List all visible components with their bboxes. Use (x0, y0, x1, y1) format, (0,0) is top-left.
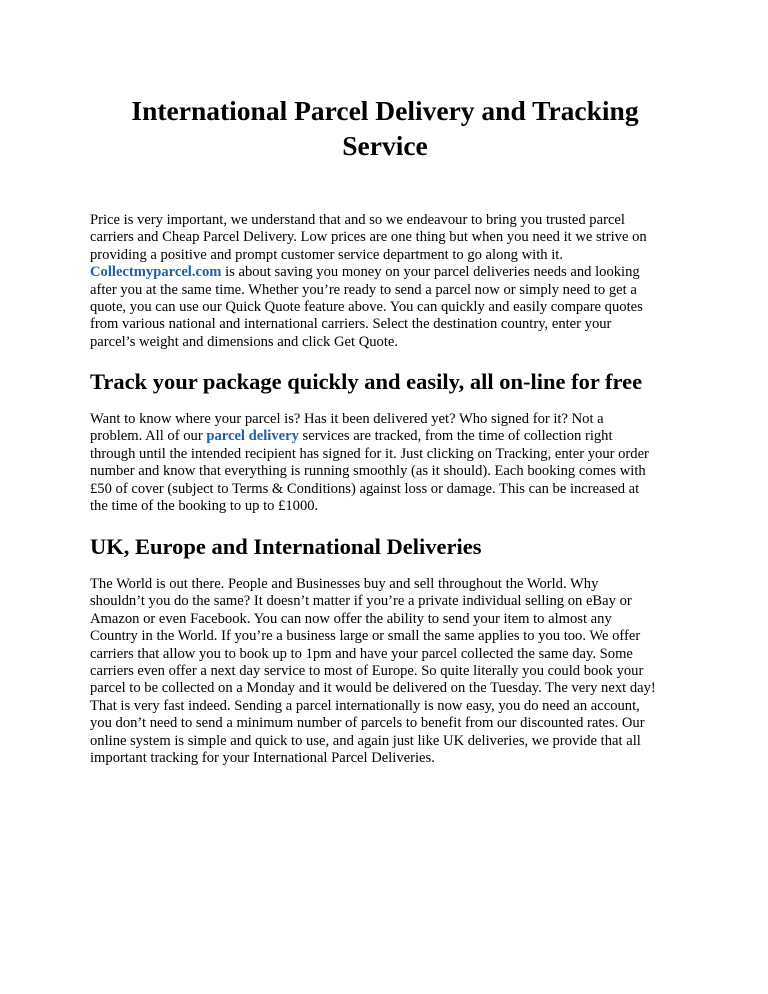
intl-line: Country in the World. If you’re a business large or small the same applies to you too. We offer (90, 628, 641, 645)
intro-line (90, 264, 690, 281)
page-title-line-1: International Parcel Delivery and Tracking (131, 95, 639, 126)
track-line: number and know that everything is running smoothly (as it should). Each booking comes with (90, 463, 646, 480)
collectmyparcel-link[interactable]: Collectmyparcel.com (90, 264, 222, 281)
track-line (90, 428, 690, 445)
intl-line: carriers that allow you to book up to 1pm and have your parcel collected the same day. Some (90, 645, 633, 662)
track-paragraph (90, 411, 690, 515)
track-line-text: services are tracked, from the time of collection right (298, 428, 613, 445)
intl-section-heading: UK, Europe and International Deliveries (90, 534, 482, 559)
intl-line: The World is out there. People and Businesses buy and sell throughout the World. Why (90, 576, 599, 592)
track-line: £50 of cover (subject to Terms & Conditions) against loss or damage. This can be increased at (90, 480, 640, 497)
track-section-heading: Track your package quickly and easily, all on-line for free (90, 369, 643, 394)
intro-line: from various national and international carriers. Select the destination country, enter your (90, 316, 612, 333)
intl-line: important tracking for your International Parcel Deliveries. (90, 750, 435, 767)
intro-line: carriers and Cheap Parcel Delivery. Low prices are one thing but when you need it we strive on (90, 229, 647, 246)
track-line: Want to know where your parcel is? Has it been delivered yet? Who signed for it? Not a (90, 411, 604, 427)
intro-line: after you at the same time. Whether you’re ready to send a parcel now or simply need to get a (90, 281, 637, 298)
page-title-line-2: Service (342, 130, 428, 161)
intl-paragraph (90, 576, 690, 767)
intro-paragraph (90, 212, 690, 351)
track-line: through until the intended recipient has signed for it. Just clicking on Tracking, enter your order (90, 445, 649, 462)
intl-line: shouldn’t you do the same? It doesn’t matter if you’re a private individual selling on eBay or (90, 593, 632, 610)
intro-line: quote, you can use our Quick Quote feature above. You can quickly and easily compare quotes (90, 299, 643, 316)
intro-line: Price is very important, we understand that and so we endeavour to bring you trusted parcel (90, 212, 625, 228)
intl-line: parcel to be collected on a Monday and it would be delivered on the Tuesday. The very next day! (90, 680, 656, 697)
intl-line: That is very fast indeed. Sending a parcel internationally is now easy, you do need an account, (90, 697, 640, 714)
intro-line-text: is about saving you money on your parcel deliveries needs and looking (221, 264, 640, 281)
parcel-delivery-link[interactable]: parcel delivery (206, 428, 299, 445)
intro-line: providing a positive and prompt customer service department to go along with it. (90, 246, 563, 263)
track-line-text: problem. All of our (90, 428, 207, 445)
page-title (90, 93, 680, 163)
intl-line: Amazon or even Facebook. You can now offer the ability to send your item to almost any (90, 610, 612, 627)
intro-line: parcel’s weight and dimensions and click Get Quote. (90, 333, 399, 350)
track-line: the time of the booking to up to £1000. (90, 498, 319, 515)
intl-line: carriers even offer a next day service to most of Europe. So quite literally you could book your (90, 663, 644, 680)
intl-line: online system is simple and quick to use, and again just like UK deliveries, we provide that all (90, 732, 641, 749)
intl-line: you don’t need to send a minimum number of parcels to benefit from our discounted rates. Our (90, 715, 645, 732)
